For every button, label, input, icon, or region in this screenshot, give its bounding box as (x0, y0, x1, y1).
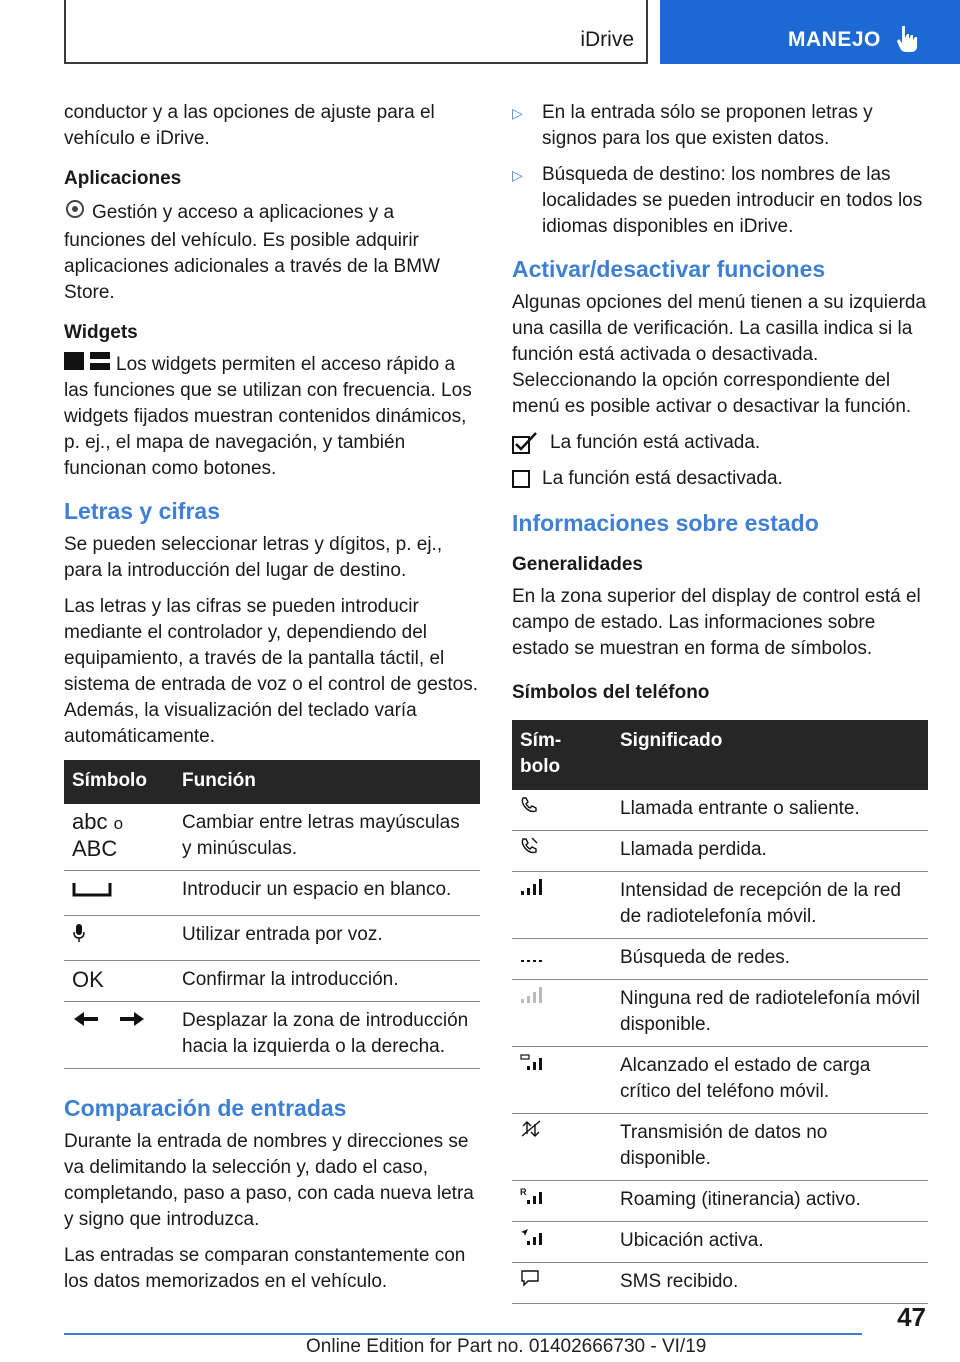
battery-critical-icon (512, 1047, 612, 1114)
table-header-function: Función (174, 760, 480, 804)
phone-symbols-heading: Símbolos del teléfono (512, 682, 710, 703)
table-cell-function: Utilizar entrada por voz. (174, 916, 480, 961)
ok-icon: OK (64, 961, 174, 1002)
general-paragraph: En la zona superior del display de control está el campo de estado. Las informaciones sobre estado se muestran en forma de símbolos. (512, 586, 921, 659)
abc-ABC-icon: abc o ABC (64, 804, 174, 871)
chapter-tab-manejo (660, 0, 960, 64)
triangle-bullet-icon: ▷ (512, 167, 523, 183)
table-header-symbol: Sím- bolo (512, 720, 612, 790)
triangle-bullet-icon: ▷ (512, 105, 523, 121)
table-cell-function: Confirmar la introducción. (174, 961, 480, 1002)
compare-paragraph-1: Durante la entrada de nombres y direcciones se va delimitando la selección y, dado el caso, completando, paso a paso, con cada nueva letra y signo que introduzca. (64, 1131, 474, 1231)
table-row: Ninguna red de radiotelefonía móvil disponible. (512, 980, 928, 1047)
widgets-text: Los widgets permiten el acceso rápido a las funciones que se utilizan con frecuencia. Los widgets fijados muestran contenidos dinámicos, p. ej., el mapa de navegación, y también funcionan como botones. (64, 354, 472, 480)
section-tab-idrive (64, 0, 648, 64)
sms-icon (512, 1263, 612, 1304)
table-row: Alcanzado el estado de carga crítico del teléfono móvil. (512, 1047, 928, 1114)
intro-paragraph: conductor y a las opciones de ajuste para el vehículo e iDrive. (64, 102, 435, 149)
table-cell-function: Desplazar la zona de introducción hacia la izquierda o la derecha. (174, 1002, 480, 1069)
widgets-icon (64, 352, 110, 378)
arrows-left-right-icon (64, 1002, 174, 1069)
list-item: ▷ En la entrada sólo se proponen letras y signos para los que existen datos. (512, 102, 873, 149)
table-row (64, 961, 480, 1002)
letters-heading: Letras y cifras (64, 498, 220, 525)
network-search-icon (512, 939, 612, 980)
svg-text:R: R (520, 1187, 527, 1197)
table-row (64, 916, 480, 961)
page-number: 47 (897, 1302, 926, 1332)
table-row (64, 1002, 480, 1069)
left-column (64, 100, 480, 1305)
apps-heading: Aplicaciones (64, 168, 182, 189)
table-row (64, 804, 480, 871)
apps-paragraph (64, 198, 480, 306)
right-column (512, 100, 928, 1304)
table-header-symbol: Símbolo (64, 760, 174, 804)
signal-strength-icon (512, 872, 612, 939)
checkbox-checked-icon (512, 432, 538, 454)
table-row: Llamada perdida. (512, 831, 928, 872)
compare-heading: Comparación de entradas (64, 1095, 347, 1122)
space-icon (64, 871, 174, 916)
table-cell-function: Cambiar entre letras mayúsculas y minúsculas. (174, 804, 480, 871)
chapter-label: MANEJO (788, 28, 881, 51)
table-row: Intensidad de recepción de la red de radiotelefonía móvil. (512, 872, 928, 939)
symbols-table (64, 760, 480, 1069)
table-row: Búsqueda de redes. (512, 939, 928, 980)
apps-text: Gestión y acceso a aplicaciones y a funciones del vehículo. Es posible adquirir aplicaciones adicionales a través de la BMW Store. (64, 202, 440, 303)
table-row: Transmisión de datos no disponible. (512, 1114, 928, 1181)
phone-symbols-table (512, 720, 928, 1304)
roaming-icon (512, 1181, 612, 1222)
microphone-icon (64, 916, 174, 961)
no-data-icon (512, 1114, 612, 1181)
status-heading: Informaciones sobre estado (512, 510, 819, 536)
activate-heading: Activar/desactivar funciones (512, 256, 826, 282)
table-row: R Roaming (itinerancia) activo. (512, 1181, 928, 1222)
apps-gear-icon (64, 198, 86, 228)
checked-row: La función está activada. (512, 430, 928, 456)
letters-paragraph-1: Se pueden seleccionar letras y dígitos, p. ej., para la introducción del lugar de destino. (64, 534, 443, 582)
checkbox-unchecked-icon (512, 469, 530, 489)
table-row: SMS recibido. (512, 1263, 928, 1304)
missed-call-icon (512, 831, 612, 872)
hand-pointer-icon (896, 24, 922, 54)
general-heading: Generalidades (512, 554, 643, 575)
activate-paragraph: Algunas opciones del menú tienen a su izquierda una casilla de verificación. La casilla indica si la función está activada o desactivada. Seleccionando la opción correspondiente del menú es posible activar o desactivar la función. (512, 292, 927, 417)
location-icon (512, 1222, 612, 1263)
table-row: Llamada entrante o saliente. (512, 790, 928, 831)
unchecked-row: La función está desactivada. (512, 466, 928, 492)
phone-call-icon (512, 790, 612, 831)
no-network-icon (512, 980, 612, 1047)
section-label: iDrive (580, 28, 634, 51)
widgets-paragraph (64, 352, 480, 482)
table-header-row (64, 760, 480, 804)
bullet-list (512, 100, 928, 240)
compare-paragraph-2: Las entradas se comparan constantemente con los datos memorizados en el vehículo. (64, 1245, 466, 1293)
widgets-heading: Widgets (64, 322, 138, 343)
footer-edition: Online Edition for Part no. 01402666730 - VI/19 (306, 1336, 707, 1357)
footer-divider (64, 1333, 862, 1335)
letters-paragraph-2: Las letras y las cifras se pueden introducir mediante el controlador y, dependiendo del equipamiento, a través de la pantalla táctil, el sistema de entrada de voz o el control de gestos. Además, la visualización del teclado varía automáticamente. (64, 596, 479, 748)
table-header-row (512, 720, 928, 790)
table-row (64, 871, 480, 916)
table-row: Ubicación activa. (512, 1222, 928, 1263)
table-cell-function: Introducir un espacio en blanco. (174, 871, 480, 916)
table-header-meaning: Significado (612, 720, 928, 790)
list-item: ▷ Búsqueda de destino: los nombres de las localidades se pueden introducir en todos los idiomas disponibles en iDrive. (512, 164, 923, 237)
